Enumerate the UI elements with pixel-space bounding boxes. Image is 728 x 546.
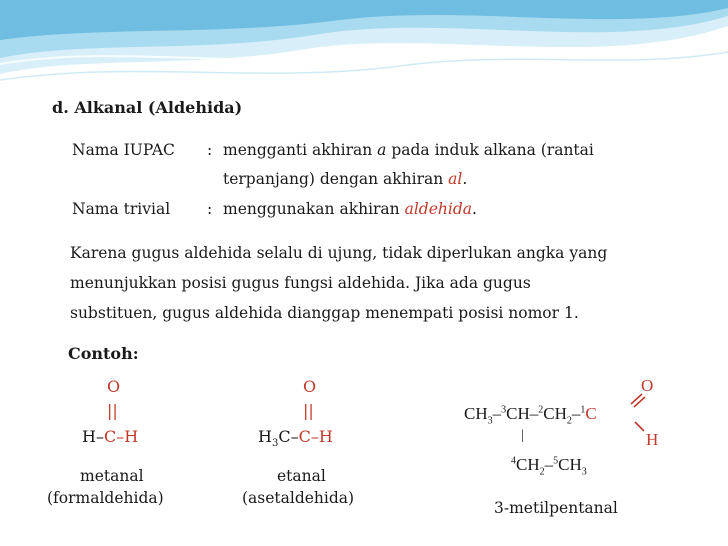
ex3-ch3-sub: 3 — [487, 415, 493, 427]
section-title: d. Alkanal (Aldehida) — [52, 98, 243, 117]
ex3-oxygen: O — [641, 376, 654, 395]
ex1-name: metanal — [80, 467, 144, 485]
rule-text-emphasis: a — [377, 141, 387, 159]
ex3-ch: CH — [506, 404, 530, 423]
rule-term-iupac: Nama IUPAC — [72, 141, 175, 159]
rule-text-part: . — [462, 170, 468, 188]
ex2-left-sub: 3 — [271, 438, 279, 450]
ex3-b-ch2-sub: 2 — [539, 466, 545, 478]
ex2-oxygen: O — [303, 377, 317, 396]
ex2-formula — [258, 428, 333, 453]
ex2-left-c: C– — [278, 427, 299, 446]
ex3-n2: 2 — [538, 404, 544, 416]
ex1-double-bond: || — [107, 401, 118, 420]
paragraph-line: substituen, gugus aldehida dianggap menempati posisi nomor 1. — [70, 304, 579, 322]
ex3-n1: 1 — [580, 404, 586, 416]
header-wave-decoration — [0, 0, 728, 90]
ex3-single-bond-line — [635, 422, 644, 431]
ex3-n3: 3 — [501, 404, 507, 416]
examples-label: Contoh: — [68, 344, 139, 363]
rule-text-iupac-line1 — [223, 140, 594, 160]
rule-text-part: terpanjang) dengan akhiran — [223, 170, 449, 188]
rule-separator: : — [207, 200, 213, 218]
rule-text-part: mengganti akhiran — [223, 141, 378, 159]
ex1-oxygen: O — [107, 377, 121, 396]
ex3-dash: – — [571, 404, 581, 423]
rule-term-trivial: Nama trivial — [72, 200, 171, 218]
ex3-branch-bar: | — [521, 428, 524, 443]
ex1-left: H– — [82, 427, 104, 446]
ex2-left-h: H — [258, 427, 272, 446]
rule-text-highlight: al — [448, 170, 463, 188]
ex2-name: etanal — [277, 467, 326, 485]
ex3-ch2-sub: 2 — [566, 415, 572, 427]
ex3-branch — [511, 455, 587, 477]
ex3-dash: – — [492, 404, 502, 423]
paragraph-line: menunjukkan posisi gugus fungsi aldehida. Jika ada gugus — [70, 274, 531, 292]
ex3-ch3: CH — [464, 404, 488, 423]
ex2-double-bond: || — [303, 401, 314, 420]
ex3-carbon: C — [585, 404, 597, 423]
rule-separator: : — [207, 141, 213, 159]
rule-text-part: menggunakan akhiran — [223, 200, 405, 218]
ex1-trivial-name: (formaldehida) — [47, 489, 164, 507]
paragraph-line: Karena gugus aldehida selalu di ujung, tidak diperlukan angka yang — [70, 244, 608, 262]
ex3-b-ch3-sub: 3 — [581, 466, 587, 478]
ex3-main-chain — [464, 404, 597, 426]
ex2-trivial-name: (asetaldehida) — [242, 489, 355, 507]
ex3-b-dash: – — [544, 455, 554, 474]
rule-text-iupac-line2 — [223, 169, 467, 189]
rule-text-trivial — [223, 199, 477, 219]
ex1-right: –H — [116, 427, 139, 446]
rule-text-part: . — [472, 200, 477, 218]
ex3-dash: – — [529, 404, 539, 423]
rule-text-part: pada induk alkana (rantai — [386, 141, 594, 159]
ex3-double-bond-line — [634, 397, 645, 407]
ex3-b-ch3: CH — [558, 455, 582, 474]
ex3-name: 3-metilpentanal — [494, 499, 618, 517]
ex2-carbon: C — [298, 427, 311, 446]
rule-text-highlight: aldehida — [404, 200, 472, 218]
ex1-carbon: C — [103, 427, 117, 446]
ex1-formula — [82, 428, 138, 446]
ex3-n5: 5 — [553, 455, 559, 467]
ex3-ch2: CH — [543, 404, 567, 423]
ex2-right: –H — [310, 427, 333, 446]
ex3-b-ch2: CH — [516, 455, 540, 474]
ex3-n4: 4 — [511, 455, 516, 467]
ex3-hydrogen: H — [646, 430, 659, 449]
